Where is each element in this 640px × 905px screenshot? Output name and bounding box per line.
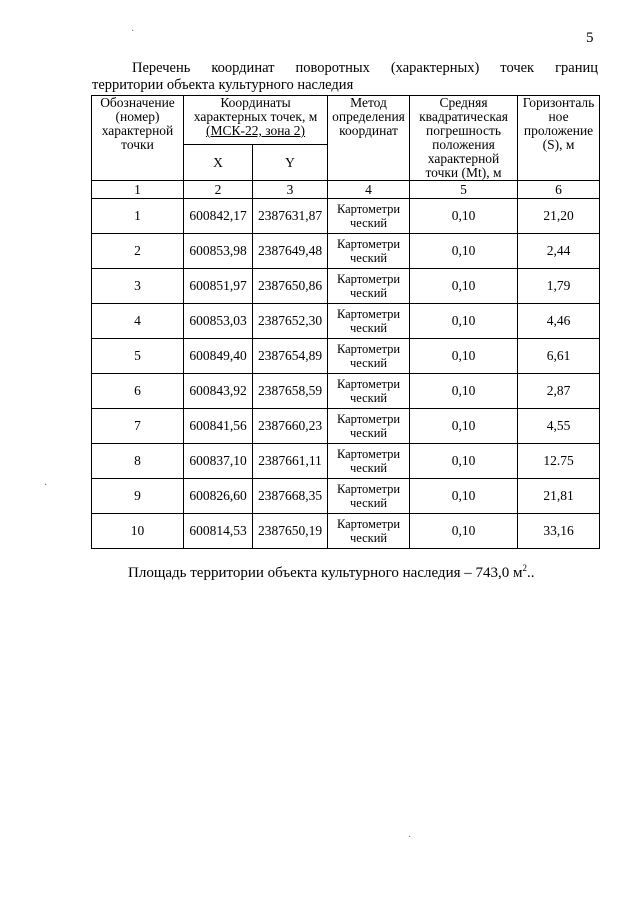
mean-error-cell: 0,10 (410, 479, 518, 514)
table-caption (92, 60, 598, 94)
table-row (92, 514, 600, 549)
method-cell: Картометри ческий (328, 374, 410, 409)
mean-error-cell: 0,10 (410, 444, 518, 479)
x-coordinate-cell: 600837,10 (184, 444, 253, 479)
table-row (92, 234, 600, 269)
method-cell: Картометри ческий (328, 514, 410, 549)
point-number-cell: 4 (92, 304, 184, 339)
point-number-cell: 2 (92, 234, 184, 269)
y-coordinate-cell: 2387652,30 (253, 304, 328, 339)
table-row (92, 199, 600, 234)
x-coordinate-cell: 600842,17 (184, 199, 253, 234)
point-number-cell: 3 (92, 269, 184, 304)
y-coordinate-cell: 2387654,89 (253, 339, 328, 374)
method-cell: Картометри ческий (328, 479, 410, 514)
y-coordinate-cell: 2387661,11 (253, 444, 328, 479)
y-coordinate-cell: 2387650,86 (253, 269, 328, 304)
header-mean-error: Средняя квадратическая погрешность положения характерной точки (Mt), м (410, 96, 518, 181)
mean-error-cell: 0,10 (410, 409, 518, 444)
point-number-cell: 8 (92, 444, 184, 479)
table-row (92, 409, 600, 444)
x-coordinate-cell: 600843,92 (184, 374, 253, 409)
mean-error-cell: 0,10 (410, 339, 518, 374)
table-row (92, 374, 600, 409)
method-cell: Картометри ческий (328, 339, 410, 374)
x-coordinate-cell: 600853,98 (184, 234, 253, 269)
method-cell: Картометри ческий (328, 234, 410, 269)
point-number-cell: 6 (92, 374, 184, 409)
page-number: 5 (586, 30, 594, 46)
mean-error-cell: 0,10 (410, 304, 518, 339)
horizontal-distance-cell: 2,87 (518, 374, 600, 409)
method-cell: Картометри ческий (328, 304, 410, 339)
method-cell: Картометри ческий (328, 409, 410, 444)
scan-dot: · (44, 480, 48, 491)
horizontal-distance-cell: 4,55 (518, 409, 600, 444)
area-statement: Площадь территории объекта культурного наследия – 743,0 $м^2$.. (128, 563, 535, 581)
coordinates-table (91, 95, 600, 549)
horizontal-distance-cell: 2,44 (518, 234, 600, 269)
x-coordinate-cell: 600849,40 (184, 339, 253, 374)
scan-dot: · (131, 26, 135, 37)
table-row (92, 269, 600, 304)
horizontal-distance-cell: 4,46 (518, 304, 600, 339)
table-row (92, 444, 600, 479)
horizontal-distance-cell: 1,79 (518, 269, 600, 304)
table-row (92, 479, 600, 514)
y-coordinate-cell: 2387631,87 (253, 199, 328, 234)
x-coordinate-cell: 600853,03 (184, 304, 253, 339)
horizontal-distance-cell: 21,81 (518, 479, 600, 514)
mean-error-cell: 0,10 (410, 514, 518, 549)
mean-error-cell: 0,10 (410, 234, 518, 269)
x-coordinate-cell: 600814,53 (184, 514, 253, 549)
point-number-cell: 10 (92, 514, 184, 549)
horizontal-distance-cell: 21,20 (518, 199, 600, 234)
header-y: Y (253, 145, 328, 181)
header-x: X (184, 145, 253, 181)
point-number-cell: 5 (92, 339, 184, 374)
method-cell: Картометри ческий (328, 444, 410, 479)
method-cell: Картометри ческий (328, 269, 410, 304)
method-cell: Картометри ческий (328, 199, 410, 234)
horizontal-distance-cell: 6,61 (518, 339, 600, 374)
horizontal-distance-cell: 33,16 (518, 514, 600, 549)
header-coordinates: Координаты характерных точек, м (МСК-22, зона 2) (184, 96, 328, 145)
point-number-cell: 1 (92, 199, 184, 234)
x-coordinate-cell: 600841,56 (184, 409, 253, 444)
point-number-cell: 9 (92, 479, 184, 514)
column-number-row: 1 2 3 4 5 6 (92, 181, 600, 199)
header-method: Метод определения координат (328, 96, 410, 181)
y-coordinate-cell: 2387668,35 (253, 479, 328, 514)
y-coordinate-cell: 2387650,19 (253, 514, 328, 549)
y-coordinate-cell: 2387660,23 (253, 409, 328, 444)
mean-error-cell: 0,10 (410, 199, 518, 234)
x-coordinate-cell: 600851,97 (184, 269, 253, 304)
point-number-cell: 7 (92, 409, 184, 444)
caption-line-2: территории объекта культурного наследия (92, 77, 354, 93)
horizontal-distance-cell: 12.75 (518, 444, 600, 479)
table-row (92, 304, 600, 339)
x-coordinate-cell: 600826,60 (184, 479, 253, 514)
caption-line-1: Перечень координат поворотных (характерных) точек границ (132, 60, 598, 76)
mean-error-cell: 0,10 (410, 269, 518, 304)
y-coordinate-cell: 2387649,48 (253, 234, 328, 269)
header-horizontal-distance: Горизонталь ное проложение (S), м (518, 96, 600, 181)
y-coordinate-cell: 2387658,59 (253, 374, 328, 409)
scan-dot: · (408, 832, 412, 843)
table-row (92, 339, 600, 374)
header-point-designation: Обозначение (номер) характерной точки (92, 96, 184, 181)
mean-error-cell: 0,10 (410, 374, 518, 409)
